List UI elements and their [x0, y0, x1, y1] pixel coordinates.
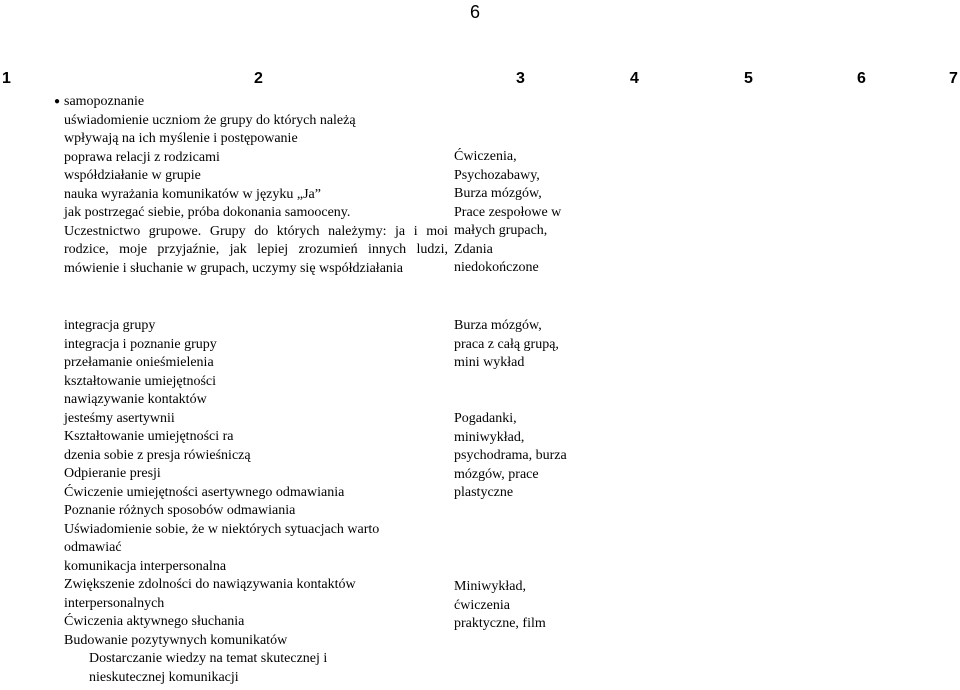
section1-paragraph: Uczestnictwo grupowe. Grupy do których należymy: ja i moi rodzice, moje przyjaźnie, jak lepiej zrozumień innych ludzi, mówienie i słuchanie w grupach, uczymy się współdziałania: [64, 223, 448, 276]
method-line: ćwiczenia: [454, 597, 510, 613]
section2-line: odmawiać: [64, 540, 122, 555]
column-header-1: 1: [2, 70, 11, 87]
column-header-2: 2: [254, 70, 263, 87]
section1-line: nauka wyrażania komunikatów w języku „Ja”: [64, 186, 321, 202]
section2-line: dzenia sobie z presja rówieśniczą: [64, 447, 251, 463]
section2-line: Uświadomienie sobie, że w niektórych sytuacjach warto: [64, 521, 380, 537]
section1-line: jak postrzegać siebie, próba dokonania samooceny.: [64, 205, 351, 220]
section2-line: Kształtowanie umiejętności ra: [64, 429, 234, 444]
section2-methods-c: [454, 578, 604, 634]
method-line: mózgów, prace: [454, 466, 539, 482]
section1-line: wpływają na ich myślenie i postępowanie: [64, 131, 298, 146]
section2-content: [64, 317, 448, 687]
section2-line: Poznanie różnych sposobów odmawiania: [64, 503, 296, 518]
method-line: Burza mózgów,: [454, 318, 542, 333]
section2-line: integracja grupy: [64, 318, 156, 333]
bullet-item: [54, 93, 448, 112]
page-number: 6: [470, 2, 481, 22]
method-line: Psychozabawy,: [454, 167, 540, 183]
method-line: Ćwiczenia,: [454, 149, 517, 164]
method-line: praca z całą grupą,: [454, 336, 559, 352]
method-line: mini wykład: [454, 355, 525, 370]
method-line: plastyczne: [454, 485, 514, 500]
column-header-3: 3: [516, 70, 525, 87]
method-line: Prace zespołowe w: [454, 204, 562, 220]
section2-methods-a: [454, 317, 604, 373]
section2-line: Budowanie pozytywnych komunikatów: [64, 632, 288, 648]
section2-line: komunikacja interpersonalna: [64, 558, 227, 574]
bullet-item-text: samopoznanie: [64, 94, 145, 109]
section2-line: Odpieranie presji: [64, 466, 161, 481]
section2-line: jesteśmy asertywnii: [64, 410, 175, 426]
column-header-5: 5: [744, 70, 753, 87]
section1-content: [54, 93, 448, 278]
bullet-icon: ●: [54, 96, 61, 107]
method-line: Burza mózgów,: [454, 186, 542, 201]
section2-line: integracja i poznanie grupy: [64, 336, 217, 352]
section2-indented-line: nieskutecznej komunikacji: [89, 669, 239, 685]
section1-line: współdziałanie w grupie: [64, 168, 201, 183]
method-line: Pogadanki,: [454, 411, 517, 426]
section2-line: interpersonalnych: [64, 595, 165, 611]
method-line: praktyczne, film: [454, 616, 546, 631]
section1-line: uświadomienie uczniom że grupy do których należą: [64, 112, 356, 128]
column-header-6: 6: [857, 70, 866, 87]
column-header-7: 7: [949, 70, 958, 87]
section2-line: Ćwiczenia aktywnego słuchania: [64, 614, 245, 629]
method-line: Zdania: [454, 241, 493, 257]
column-header-4: 4: [630, 70, 639, 87]
section2-line: Ćwiczenie umiejętności asertywnego odmawiania: [64, 484, 345, 500]
section2-line: kształtowanie umiejętności: [64, 373, 217, 389]
method-line: niedokończone: [454, 260, 539, 275]
method-line: Miniwykład,: [454, 579, 526, 594]
section2-line: przełamanie onieśmielenia: [64, 355, 214, 370]
section2-indented-line: Dostarczanie wiedzy na temat skutecznej i: [89, 651, 328, 666]
section2-line: Zwiększenie zdolności do nawiązywania kontaktów: [64, 577, 356, 592]
method-line: psychodrama, burza: [454, 448, 567, 463]
section1-line: poprawa relacji z rodzicami: [64, 149, 220, 165]
section2-line: nawiązywanie kontaktów: [64, 392, 207, 407]
method-line: małych grupach,: [454, 223, 548, 238]
section2-methods-b: [454, 410, 604, 503]
section1-methods: [454, 148, 604, 278]
method-line: miniwykład,: [454, 429, 525, 445]
